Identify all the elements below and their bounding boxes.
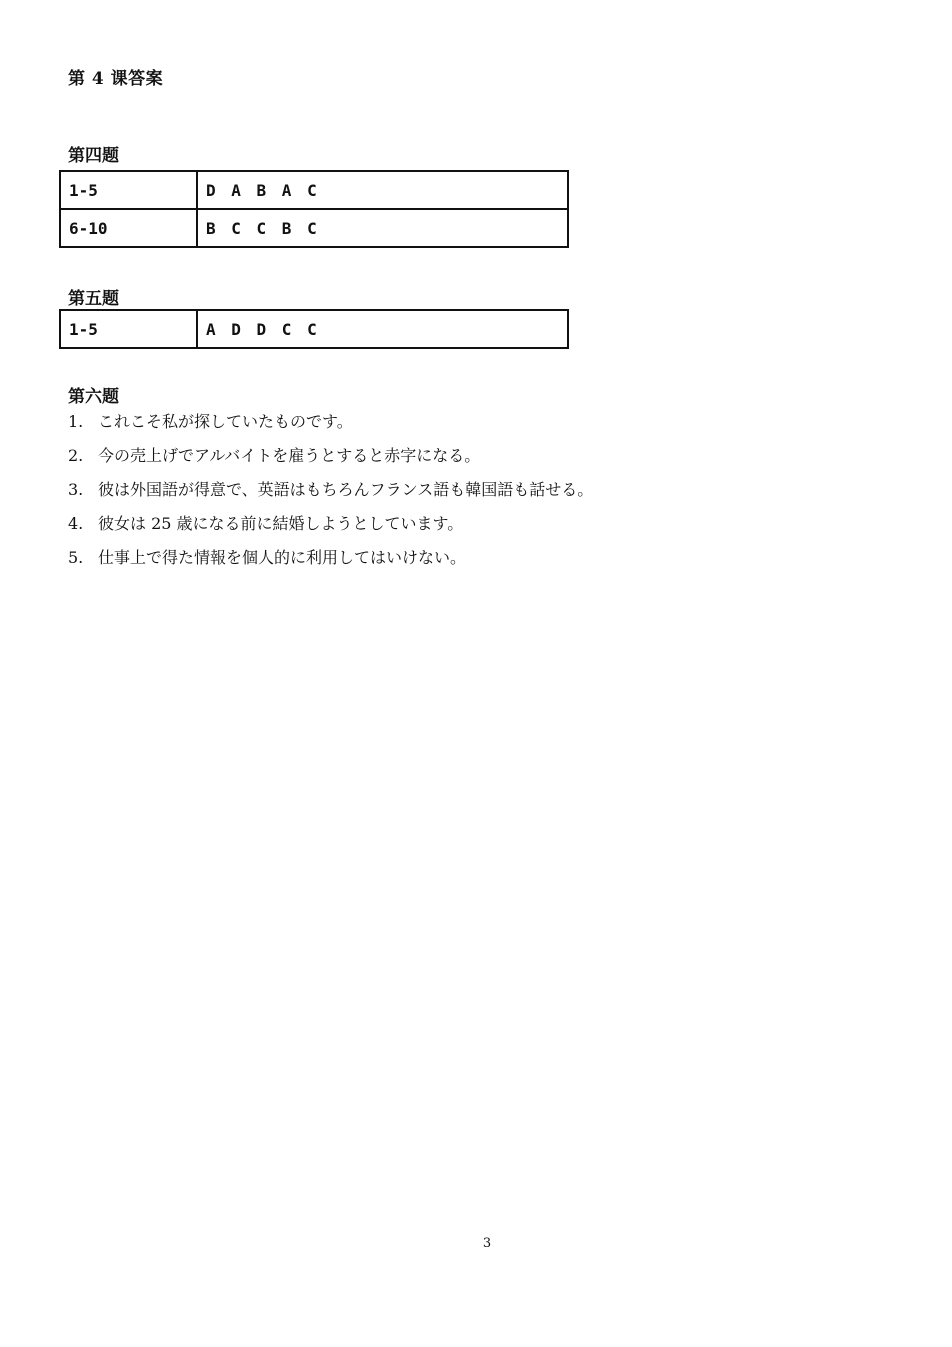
item-number: 3.	[68, 480, 84, 499]
list-item	[68, 478, 593, 512]
range-cell: 1-5	[60, 171, 197, 209]
item-text: これこそ私が探していたものです。	[98, 412, 353, 431]
list-item	[68, 444, 593, 478]
item-text: 彼女は 25 歳になる前に結婚しようとしています。	[98, 514, 464, 533]
answer-table-section-5	[59, 309, 569, 349]
section-heading-4: 第四题	[68, 146, 119, 166]
answers-cell: B C C B C	[197, 209, 568, 247]
page-number: 3	[482, 1236, 492, 1251]
range-cell: 6-10	[60, 209, 197, 247]
page-title: 第 4 课答案	[68, 69, 164, 89]
list-item	[68, 512, 593, 546]
range-cell: 1-5	[60, 310, 197, 348]
section-heading-5: 第五题	[68, 289, 119, 309]
table-row	[60, 310, 568, 348]
item-number: 5.	[68, 548, 84, 567]
answers-cell: A D D C C	[197, 310, 568, 348]
answer-table-section-4	[59, 170, 569, 248]
list-item	[68, 546, 593, 580]
item-text: 今の売上げでアルバイトを雇うとすると赤字になる。	[98, 446, 481, 465]
list-item	[68, 410, 593, 444]
item-text: 仕事上で得た情報を個人的に利用してはいけない。	[98, 548, 467, 567]
item-number: 2.	[68, 446, 84, 465]
item-number: 4.	[68, 514, 84, 533]
answers-cell: D A B A C	[197, 171, 568, 209]
sentence-list	[68, 410, 593, 580]
section-heading-6: 第六题	[68, 387, 119, 407]
table-row	[60, 171, 568, 209]
item-number: 1.	[68, 412, 84, 431]
table-row	[60, 209, 568, 247]
item-text: 彼は外国語が得意で、英語はもちろんフランス語も韓国語も話せる。	[98, 480, 594, 499]
